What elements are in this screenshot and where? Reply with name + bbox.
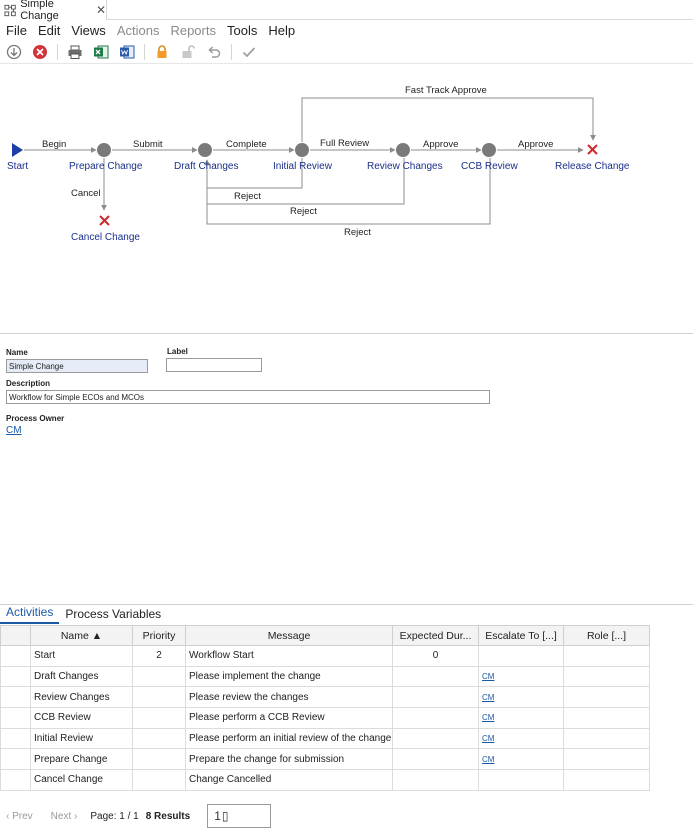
cell-name: Cancel Change [31, 770, 133, 791]
prev-page-button[interactable]: ‹ Prev [6, 810, 33, 822]
column-header-escalate[interactable]: Escalate To [...] [479, 626, 564, 646]
row-selector[interactable] [1, 770, 31, 791]
column-header-select[interactable] [1, 626, 31, 646]
cell-duration [393, 770, 479, 791]
release-end-icon [588, 145, 597, 154]
cell-duration: 0 [393, 646, 479, 667]
start-node-icon [12, 143, 23, 157]
column-header-priority[interactable]: Priority [133, 626, 186, 646]
process-owner-link[interactable]: CM [6, 425, 22, 436]
word-icon[interactable] [118, 43, 136, 61]
prepare-node [97, 143, 111, 157]
cell-duration [393, 749, 479, 770]
menu-reports[interactable]: Reports [170, 22, 216, 38]
lock-icon[interactable] [153, 43, 171, 61]
table-row[interactable] [1, 749, 650, 770]
row-selector[interactable] [1, 728, 31, 749]
cell-duration [393, 708, 479, 729]
column-header-message[interactable]: Message [186, 626, 393, 646]
cell-name: Draft Changes [31, 666, 133, 687]
label-reject-3: Reject [344, 227, 371, 238]
table-row[interactable] [1, 666, 650, 687]
cancel-end-icon [100, 216, 109, 225]
toolbar-separator [144, 44, 145, 60]
cell-name: CCB Review [31, 708, 133, 729]
column-header-role[interactable]: Role [...] [564, 626, 650, 646]
node-label-review: Review Changes [367, 161, 443, 172]
label-reject-2: Reject [290, 206, 317, 217]
label-reject-1: Reject [234, 191, 261, 202]
table-header-row [1, 626, 650, 646]
cell-escalate [479, 646, 564, 667]
check-icon[interactable] [240, 43, 258, 61]
column-header-name[interactable]: Name ▲ [31, 626, 133, 646]
cell-role [564, 666, 650, 687]
close-tab-icon[interactable]: ✕ [95, 3, 106, 17]
cell-role [564, 728, 650, 749]
cell-priority [133, 708, 186, 729]
node-label-cancel: Cancel Change [71, 232, 140, 243]
unlock-icon[interactable] [179, 43, 197, 61]
label-label: Label [167, 347, 188, 356]
excel-icon[interactable] [92, 43, 110, 61]
cell-role [564, 770, 650, 791]
label-approve-1: Approve [423, 139, 459, 150]
description-field[interactable]: Workflow for Simple ECOs and MCOs [6, 390, 490, 404]
ccb-node [482, 143, 496, 157]
table-row[interactable] [1, 728, 650, 749]
cell-priority: 2 [133, 646, 186, 667]
toolbar [0, 40, 693, 64]
page-jump-input[interactable] [207, 804, 271, 828]
cell-message: Please review the changes [186, 687, 393, 708]
tab-activities[interactable]: Activities [0, 605, 59, 624]
cell-message: Change Cancelled [186, 770, 393, 791]
cell-message: Workflow Start [186, 646, 393, 667]
tab-process-variables[interactable]: Process Variables [65, 607, 162, 621]
cell-role [564, 708, 650, 729]
node-label-initial: Initial Review [273, 161, 332, 172]
cell-message: Please implement the change [186, 666, 393, 687]
cell-priority [133, 770, 186, 791]
page-indicator: Page: 1 / 1 [90, 810, 139, 822]
row-selector[interactable] [1, 708, 31, 729]
tab-title: Simple Change [20, 0, 59, 22]
text-cursor-icon: ▯ [221, 809, 229, 823]
node-label-prepare: Prepare Change [69, 161, 143, 172]
page-jump-value: 1 [214, 809, 221, 823]
name-label: Name [6, 348, 28, 357]
row-selector[interactable] [1, 646, 31, 667]
toolbar-separator [57, 44, 58, 60]
node-label-release: Release Change [555, 161, 630, 172]
row-selector[interactable] [1, 749, 31, 770]
draft-node [198, 143, 212, 157]
label-approve-2: Approve [518, 139, 554, 150]
label-fast-track: Fast Track Approve [405, 85, 487, 96]
description-label: Description [6, 379, 51, 388]
workflow-diagram [0, 70, 693, 332]
initial-node [295, 143, 309, 157]
label-field[interactable] [166, 358, 262, 372]
escalate-link[interactable]: CM [482, 713, 495, 723]
review-node [396, 143, 410, 157]
cell-escalate [479, 728, 564, 749]
print-icon[interactable] [66, 43, 84, 61]
escalate-link[interactable]: CM [482, 734, 495, 744]
escalate-link[interactable]: CM [482, 754, 495, 764]
row-selector[interactable] [1, 666, 31, 687]
cell-role [564, 687, 650, 708]
table-row[interactable] [1, 687, 650, 708]
bottom-tabs [0, 604, 693, 624]
pager [0, 803, 693, 829]
table-row[interactable] [1, 646, 650, 667]
menu-views[interactable]: Views [71, 22, 106, 38]
cell-escalate [479, 708, 564, 729]
toolbar-separator [231, 44, 232, 60]
menu-bar [0, 20, 693, 40]
escalate-link[interactable]: CM [482, 672, 495, 682]
cell-name: Start [31, 646, 133, 667]
cell-escalate [479, 749, 564, 770]
menu-help[interactable]: Help [268, 22, 296, 38]
table-row[interactable] [1, 708, 650, 729]
cell-name: Prepare Change [31, 749, 133, 770]
cell-priority [133, 728, 186, 749]
results-count: 8 Results [145, 810, 191, 822]
label-full-review: Full Review [320, 138, 370, 149]
cell-escalate [479, 666, 564, 687]
cell-message: Prepare the change for submission [186, 749, 393, 770]
divider [0, 333, 693, 334]
name-field[interactable]: Simple Change [6, 359, 148, 373]
download-icon[interactable] [5, 43, 23, 61]
label-cancel: Cancel [71, 188, 101, 199]
cell-duration [393, 728, 479, 749]
label-complete: Complete [226, 139, 267, 150]
cell-message: Please perform an initial review of the change [186, 728, 393, 749]
label-begin: Begin [42, 139, 67, 150]
node-label-start: Start [7, 161, 29, 172]
node-label-ccb: CCB Review [461, 161, 518, 172]
workflow-icon [4, 4, 16, 17]
cell-role [564, 749, 650, 770]
cell-duration [393, 687, 479, 708]
column-header-duration[interactable]: Expected Dur... [393, 626, 479, 646]
cell-role [564, 646, 650, 667]
cell-priority [133, 749, 186, 770]
cell-duration [393, 666, 479, 687]
cell-priority [133, 687, 186, 708]
menu-file[interactable]: File [6, 22, 27, 38]
menu-tools[interactable]: Tools [226, 22, 258, 38]
activities-table [0, 625, 650, 791]
cell-priority [133, 666, 186, 687]
escalate-link[interactable]: CM [482, 692, 495, 702]
menu-actions[interactable]: Actions [116, 22, 160, 38]
undo-icon[interactable] [205, 43, 223, 61]
menu-edit[interactable]: Edit [37, 22, 61, 38]
cell-escalate [479, 770, 564, 791]
edge-fast-track [302, 98, 593, 142]
cell-name: Initial Review [31, 728, 133, 749]
next-page-button[interactable]: Next › [50, 810, 78, 822]
label-submit: Submit [133, 139, 163, 150]
process-owner-label: Process Owner [6, 414, 65, 423]
row-selector[interactable] [1, 687, 31, 708]
cell-name: Review Changes [31, 687, 133, 708]
tab-simple-change[interactable] [0, 0, 107, 20]
tab-strip [0, 0, 693, 20]
table-row[interactable] [1, 770, 650, 791]
cell-escalate [479, 687, 564, 708]
cell-message: Please perform a CCB Review [186, 708, 393, 729]
node-label-draft: Draft Changes [174, 161, 239, 172]
cancel-icon[interactable] [31, 43, 49, 61]
